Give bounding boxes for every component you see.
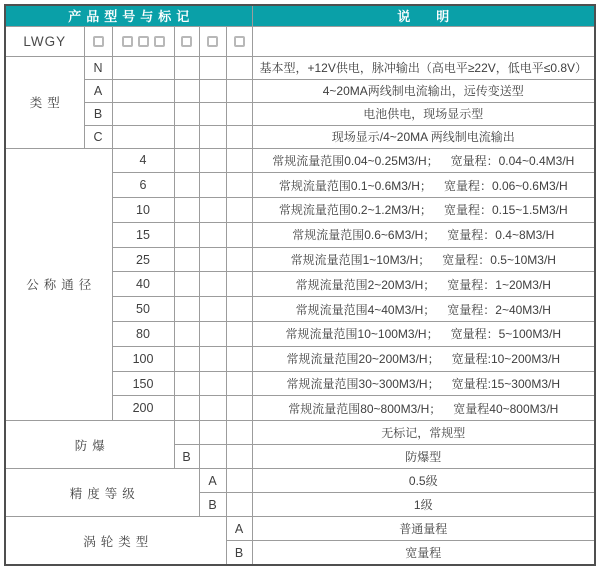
table-row bbox=[5, 421, 595, 445]
desc-cell bbox=[252, 297, 595, 322]
code-cell: 100 bbox=[112, 346, 174, 371]
section-label-type: 类型 bbox=[5, 56, 84, 148]
table-row bbox=[5, 56, 595, 79]
empty-cell bbox=[199, 445, 226, 469]
code-cell: 6 bbox=[112, 173, 174, 198]
desc-cell: 无标记，常规型 bbox=[252, 421, 595, 445]
empty-cell bbox=[226, 102, 252, 125]
empty-cell bbox=[199, 396, 226, 421]
desc-cell: 电池供电，现场显示型 bbox=[252, 102, 595, 125]
empty-cell bbox=[226, 396, 252, 421]
empty-cell bbox=[199, 125, 226, 148]
code-cell: A bbox=[226, 517, 252, 541]
empty-cell bbox=[199, 322, 226, 347]
code-cell: B bbox=[199, 493, 226, 517]
empty-cell bbox=[174, 371, 199, 396]
wide-range: 宽量程：1~20M3/H bbox=[447, 277, 551, 292]
table-row bbox=[5, 125, 595, 148]
code-cell: 40 bbox=[112, 272, 174, 297]
normal-range: 常规流量范围0.04~0.25M3/H； bbox=[272, 153, 439, 168]
empty-cell bbox=[174, 125, 199, 148]
desc-cell bbox=[252, 198, 595, 223]
empty-cell bbox=[199, 371, 226, 396]
empty-cell bbox=[199, 247, 226, 272]
empty-cell bbox=[174, 56, 199, 79]
desc-cell: 4~20MA两线制电流输出，远传变送型 bbox=[252, 79, 595, 102]
checkbox-placeholder-icon bbox=[154, 36, 165, 47]
desc-cell: 普通量程 bbox=[252, 517, 595, 541]
desc-cell bbox=[252, 322, 595, 347]
code-cell: 4 bbox=[112, 148, 174, 173]
code-cell: 15 bbox=[112, 222, 174, 247]
desc-cell bbox=[252, 396, 595, 421]
empty-cell bbox=[226, 247, 252, 272]
normal-range: 常规流量范围0.6~6M3/H； bbox=[292, 228, 436, 243]
empty-cell bbox=[174, 79, 199, 102]
explosion-checkbox-cell bbox=[174, 26, 199, 56]
empty-cell bbox=[226, 445, 252, 469]
code-cell: B bbox=[174, 445, 199, 469]
empty-cell bbox=[199, 272, 226, 297]
header-row bbox=[5, 5, 595, 26]
empty-cell bbox=[174, 148, 199, 173]
section-label-turbine: 涡轮类型 bbox=[5, 517, 226, 565]
code-cell: A bbox=[199, 469, 226, 493]
empty-cell bbox=[226, 272, 252, 297]
empty-desc-cell bbox=[252, 26, 595, 56]
empty-cell bbox=[199, 222, 226, 247]
code-cell: B bbox=[226, 541, 252, 565]
model-code: LWGY bbox=[5, 26, 84, 56]
type-checkbox-cell bbox=[84, 26, 112, 56]
section-label-diameter: 公称通径 bbox=[5, 148, 112, 421]
wide-range: 宽量程：0.5~10M3/H bbox=[442, 253, 556, 268]
empty-cell bbox=[174, 198, 199, 223]
empty-cell bbox=[199, 297, 226, 322]
empty-cell bbox=[226, 56, 252, 79]
wide-range: 宽量程：0.4~8M3/H bbox=[447, 228, 555, 243]
empty-cell bbox=[226, 469, 252, 493]
wide-range: 宽量程：0.06~0.6M3/H bbox=[443, 178, 568, 193]
empty-cell bbox=[226, 148, 252, 173]
code-cell: B bbox=[84, 102, 112, 125]
empty-cell bbox=[199, 148, 226, 173]
empty-cell bbox=[174, 102, 199, 125]
code-cell: 50 bbox=[112, 297, 174, 322]
desc-cell: 宽量程 bbox=[252, 541, 595, 565]
code-cell: 150 bbox=[112, 371, 174, 396]
empty-cell bbox=[174, 222, 199, 247]
empty-cell bbox=[174, 272, 199, 297]
checkbox-placeholder-icon bbox=[234, 36, 245, 47]
section-label-explosion: 防爆 bbox=[5, 421, 174, 469]
table-row bbox=[5, 148, 595, 173]
empty-cell bbox=[226, 421, 252, 445]
diameter-checkbox-cell bbox=[112, 26, 174, 56]
table-row bbox=[5, 79, 595, 102]
empty-cell bbox=[199, 56, 226, 79]
code-cell: N bbox=[84, 56, 112, 79]
empty-cell bbox=[174, 322, 199, 347]
normal-range: 常规流量范围4~40M3/H； bbox=[295, 302, 436, 317]
turbine-checkbox-cell bbox=[226, 26, 252, 56]
desc-cell bbox=[252, 222, 595, 247]
empty-cell bbox=[112, 79, 174, 102]
normal-range: 常规流量范围10~100M3/H； bbox=[285, 327, 439, 342]
desc-cell: 防爆型 bbox=[252, 445, 595, 469]
empty-cell bbox=[174, 297, 199, 322]
table-row bbox=[5, 469, 595, 493]
normal-range: 常规流量范围30~300M3/H； bbox=[286, 377, 440, 392]
header-model-col: 产品型号与标记 bbox=[5, 5, 252, 26]
model-row bbox=[5, 26, 595, 56]
code-cell: 80 bbox=[112, 322, 174, 347]
empty-cell bbox=[226, 222, 252, 247]
section-label-accuracy: 精度等级 bbox=[5, 469, 199, 517]
empty-cell bbox=[199, 173, 226, 198]
empty-cell bbox=[174, 396, 199, 421]
table-row bbox=[5, 517, 595, 541]
normal-range: 常规流量范围80~800M3/H； bbox=[288, 401, 442, 416]
accuracy-checkbox-cell bbox=[199, 26, 226, 56]
empty-cell bbox=[226, 79, 252, 102]
empty-cell bbox=[199, 421, 226, 445]
wide-range: 宽量程:15~300M3/H bbox=[451, 377, 560, 392]
desc-cell: 0.5级 bbox=[252, 469, 595, 493]
normal-range: 常规流量范围2~20M3/H； bbox=[295, 277, 436, 292]
empty-cell bbox=[112, 56, 174, 79]
wide-range: 宽量程：0.04~0.4M3/H bbox=[450, 153, 575, 168]
empty-cell bbox=[199, 346, 226, 371]
empty-cell bbox=[174, 173, 199, 198]
code-cell: C bbox=[84, 125, 112, 148]
empty-cell bbox=[226, 173, 252, 198]
desc-cell: 1级 bbox=[252, 493, 595, 517]
checkbox-placeholder-icon bbox=[93, 36, 104, 47]
wide-range: 宽量程：0.15~1.5M3/H bbox=[443, 203, 568, 218]
empty-cell bbox=[226, 125, 252, 148]
checkbox-placeholder-icon bbox=[122, 36, 133, 47]
desc-cell bbox=[252, 346, 595, 371]
empty-cell bbox=[199, 198, 226, 223]
empty-cell bbox=[226, 297, 252, 322]
empty-cell bbox=[112, 125, 174, 148]
checkbox-placeholder-icon bbox=[207, 36, 218, 47]
wide-range: 宽量程：5~100M3/H bbox=[450, 327, 561, 342]
desc-cell bbox=[252, 173, 595, 198]
normal-range: 常规流量范围1~10M3/H； bbox=[290, 253, 431, 268]
wide-range: 宽量程:10~200M3/H bbox=[451, 352, 560, 367]
checkbox-placeholder-icon bbox=[181, 36, 192, 47]
empty-cell bbox=[199, 79, 226, 102]
normal-range: 常规流量范围0.2~1.2M3/H； bbox=[278, 203, 432, 218]
normal-range: 常规流量范围20~200M3/H； bbox=[286, 352, 440, 367]
wide-range: 宽量程40~800M3/H bbox=[453, 401, 559, 416]
desc-cell bbox=[252, 371, 595, 396]
empty-cell bbox=[226, 198, 252, 223]
table-row bbox=[5, 102, 595, 125]
desc-cell bbox=[252, 148, 595, 173]
wide-range: 宽量程：2~40M3/H bbox=[447, 302, 551, 317]
desc-cell bbox=[252, 272, 595, 297]
header-desc-col: 说明 bbox=[252, 5, 595, 26]
checkbox-placeholder-icon bbox=[138, 36, 149, 47]
empty-cell bbox=[226, 322, 252, 347]
normal-range: 常规流量范围0.1~0.6M3/H； bbox=[278, 178, 432, 193]
code-cell: 25 bbox=[112, 247, 174, 272]
code-cell: A bbox=[84, 79, 112, 102]
empty-cell bbox=[199, 102, 226, 125]
empty-cell bbox=[112, 102, 174, 125]
desc-cell: 基本型，+12V供电，脉冲输出（高电平≥22V，低电平≤0.8V） bbox=[252, 56, 595, 79]
model-spec-table bbox=[4, 4, 596, 566]
empty-cell bbox=[226, 346, 252, 371]
empty-cell bbox=[226, 371, 252, 396]
code-cell bbox=[174, 421, 199, 445]
empty-cell bbox=[174, 346, 199, 371]
desc-cell: 现场显示/4~20MA 两线制电流输出 bbox=[252, 125, 595, 148]
desc-cell bbox=[252, 247, 595, 272]
empty-cell bbox=[174, 247, 199, 272]
code-cell: 10 bbox=[112, 198, 174, 223]
empty-cell bbox=[226, 493, 252, 517]
code-cell: 200 bbox=[112, 396, 174, 421]
